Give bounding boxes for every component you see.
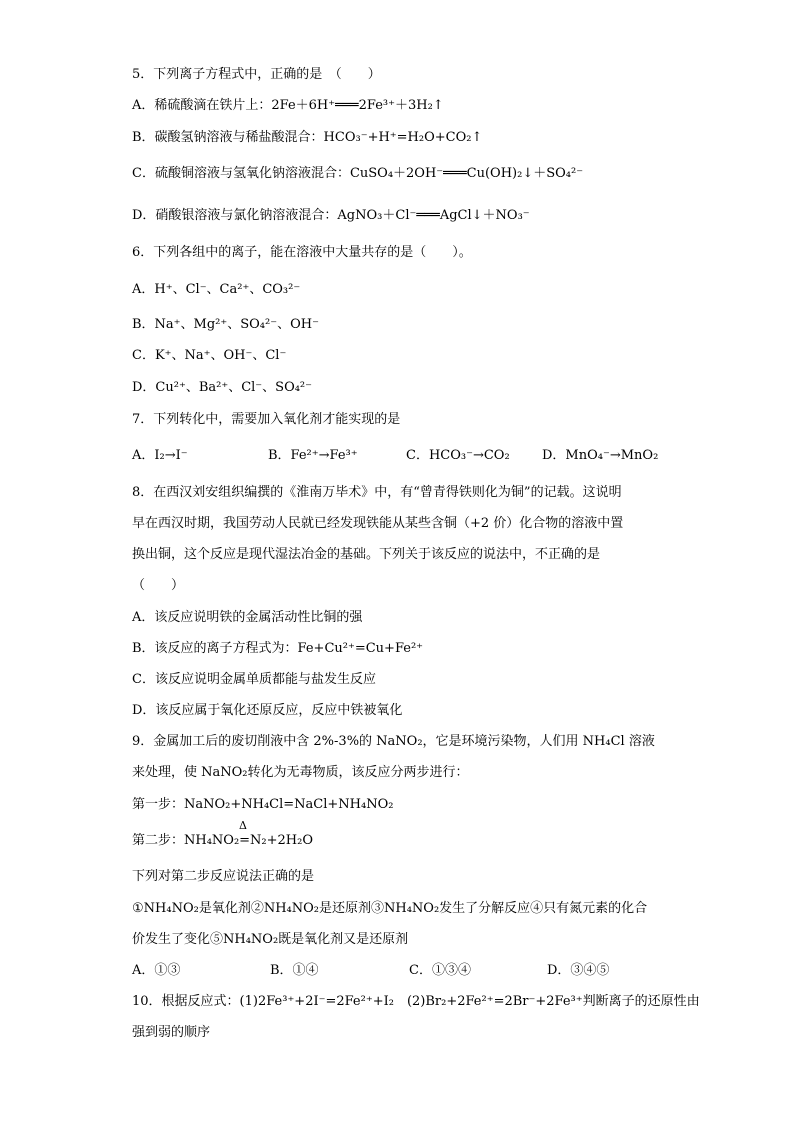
q5-option-d: D．硝酸银溶液与氯化钠溶液混合：AgNO₃＋Cl⁻═══AgCl↓＋NO₃⁻: [132, 208, 530, 223]
q5-option-a: A．稀硫酸滴在铁片上：2Fe＋6H⁺═══2Fe³⁺＋3H₂↑: [132, 98, 444, 113]
q6-stem: 6．下列各组中的离子，能在溶液中大量共存的是（ ）。: [132, 245, 472, 260]
q8-option-a: A．该反应说明铁的金属活动性比铜的强: [132, 610, 363, 625]
q7-options: [132, 447, 672, 465]
q9-option-d: D．③④⑤: [547, 963, 610, 978]
q6-option-d: D．Cu²⁺、Ba²⁺、Cl⁻、SO₄²⁻: [132, 380, 313, 395]
q7-stem: 7．下列转化中，需要加入氧化剂才能实现的是: [132, 412, 401, 427]
q5-stem: 5．下列离子方程式中，正确的是 （ ）: [132, 67, 381, 82]
heat-delta-symbol: Δ: [239, 819, 247, 832]
q7-option-b: B．Fe²⁺→Fe³⁺: [268, 448, 358, 463]
q8-option-c: C．该反应说明金属单质都能与盐发生反应: [132, 672, 376, 687]
q6-option-b: B．Na⁺、Mg²⁺、SO₄²⁻、OH⁻: [132, 317, 319, 332]
q8-stem-line4: （ ）: [132, 578, 185, 593]
q6-option-a: A．H⁺、Cl⁻、Ca²⁺、CO₃²⁻: [132, 282, 301, 297]
q5-option-b: B．碳酸氢钠溶液与稀盐酸混合：HCO₃⁻+H⁺=H₂O+CO₂↑: [132, 130, 483, 145]
q7-option-a: A．I₂→I⁻: [132, 448, 188, 463]
q8-option-b: B．该反应的离子方程式为：Fe+Cu²⁺=Cu+Fe²⁺: [132, 641, 424, 656]
q10-stem-line1: 10．根据反应式：(1)2Fe³⁺+2I⁻=2Fe²⁺+I₂ (2)Br₂+2Fe²⁺=2Br⁻+2Fe³⁺判断离子的还原性由: [132, 994, 700, 1009]
q9-stem-line1: 9．金属加工后的废切削液中含 2%-3%的 NaNO₂，它是环境污染物，人们用 NH₄Cl 溶液: [132, 734, 655, 749]
q9-option-c: C．①③④: [409, 963, 471, 978]
q7-option-c: C．HCO₃⁻→CO₂: [406, 448, 510, 463]
q8-option-d: D．该反应属于氧化还原反应，反应中铁被氧化: [132, 703, 403, 718]
q9-statements-line2: 价发生了变化⑤NH₄NO₂既是氧化剂又是还原剂: [132, 932, 409, 947]
q6-option-c: C．K⁺、Na⁺、OH⁻、Cl⁻: [132, 348, 287, 363]
q8-stem-line3: 换出铜，这个反应是现代湿法冶金的基础。下列关于该反应的说法中，不正确的是: [132, 547, 601, 562]
q9-step2: 第二步：NH₄NO₂=N₂+2H₂O: [132, 833, 314, 848]
q5-option-c: C．硫酸铜溶液与氢氧化钠溶液混合：CuSO₄＋2OH⁻═══Cu(OH)₂↓＋SO₄²⁻: [132, 166, 584, 181]
q9-step1: 第一步：NaNO₂+NH₄Cl=NaCl+NH₄NO₂: [132, 797, 394, 812]
q7-option-d: D．MnO₄⁻→MnO₂: [542, 448, 659, 463]
q8-stem-line1: 8．在西汉刘安组织编撰的《淮南万毕术》中，有“曾青得铁则化为铜”的记载。这说明: [132, 485, 622, 500]
q8-stem-line2: 早在西汉时期，我国劳动人民就已经发现铁能从某些含铜（+2 价）化合物的溶液中置: [132, 516, 624, 531]
q9-statements-line1: ①NH₄NO₂是氧化剂②NH₄NO₂是还原剂③NH₄NO₂发生了分解反应④只有氮元素的化合: [132, 901, 648, 916]
q9-prompt: 下列对第二步反应说法正确的是: [132, 869, 315, 884]
q9-option-b: B．①④: [270, 963, 319, 978]
q10-stem-line2: 强到弱的顺序: [132, 1025, 211, 1040]
q9-options: [132, 962, 672, 980]
q9-stem-line2: 来处理，使 NaNO₂转化为无毒物质，该反应分两步进行：: [132, 765, 469, 780]
q9-option-a: A．①③: [132, 963, 181, 978]
